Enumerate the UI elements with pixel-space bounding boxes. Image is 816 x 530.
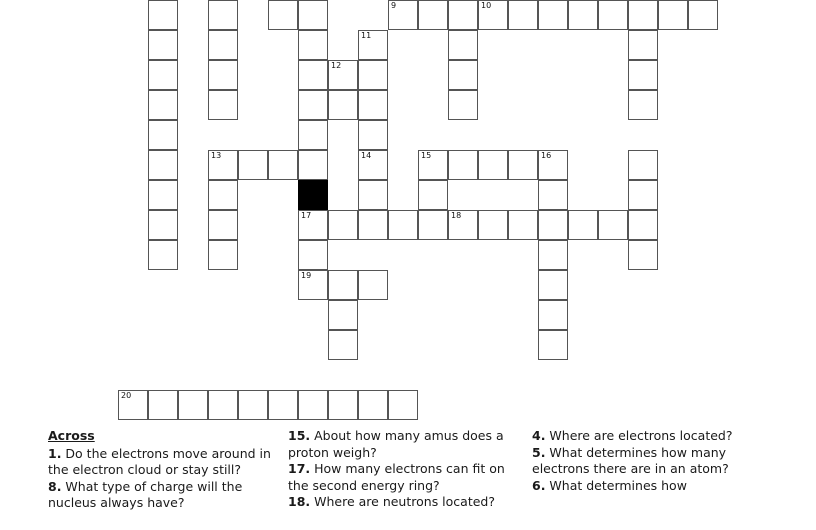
grid-cell-number: 18 — [451, 211, 462, 220]
clue-item — [288, 428, 518, 461]
clues-column-middle — [288, 428, 518, 511]
grid-cell[interactable] — [628, 150, 658, 180]
grid-cell[interactable] — [148, 0, 178, 30]
grid-cell[interactable] — [388, 390, 418, 420]
clues-column-right — [532, 428, 767, 494]
grid-cell-number: 16 — [541, 151, 552, 160]
clue-text: What determines how many electrons there are in an atom? — [532, 444, 729, 476]
clue-item — [288, 461, 518, 494]
grid-cell[interactable] — [148, 30, 178, 60]
grid-cell[interactable] — [418, 150, 448, 180]
grid-cell[interactable] — [388, 210, 418, 240]
clue-number: 1. — [48, 445, 62, 461]
grid-cell[interactable] — [268, 0, 298, 30]
grid-cell[interactable] — [538, 210, 568, 240]
grid-cell[interactable] — [268, 390, 298, 420]
grid-cell[interactable] — [688, 0, 718, 30]
grid-cell[interactable] — [328, 300, 358, 330]
grid-cell[interactable] — [538, 270, 568, 300]
grid-cell[interactable] — [328, 60, 358, 90]
grid-cell-number: 17 — [301, 211, 312, 220]
grid-cell[interactable] — [478, 210, 508, 240]
grid-cell[interactable] — [538, 180, 568, 210]
grid-cell[interactable] — [298, 30, 328, 60]
grid-cell[interactable] — [508, 210, 538, 240]
clue-text: About how many amus does a proton weigh? — [288, 428, 504, 460]
grid-cell[interactable] — [358, 150, 388, 180]
grid-cell-number: 14 — [361, 151, 372, 160]
clue-item — [288, 494, 518, 511]
grid-cell-number: 9 — [391, 1, 397, 10]
grid-cell[interactable] — [298, 390, 328, 420]
grid-cell[interactable] — [298, 150, 328, 180]
grid-cell[interactable] — [508, 150, 538, 180]
across-heading: Across — [48, 428, 95, 443]
grid-cell[interactable] — [298, 0, 328, 30]
grid-cell-number: 11 — [361, 31, 372, 40]
grid-cell[interactable] — [208, 150, 238, 180]
grid-cell[interactable] — [268, 150, 298, 180]
grid-cell[interactable] — [208, 60, 238, 90]
grid-cell[interactable] — [148, 120, 178, 150]
grid-cell[interactable] — [208, 90, 238, 120]
grid-cell[interactable] — [148, 180, 178, 210]
grid-cell-number: 20 — [121, 391, 132, 400]
grid-cell[interactable] — [298, 210, 328, 240]
grid-cell[interactable] — [388, 0, 418, 30]
grid-cell[interactable] — [448, 210, 478, 240]
grid-cell-number: 19 — [301, 271, 312, 280]
grid-cell[interactable] — [238, 150, 268, 180]
grid-cell[interactable] — [538, 240, 568, 270]
clue-number: 5. — [532, 444, 546, 460]
grid-cell[interactable] — [208, 0, 238, 30]
clue-text: What type of charge will the nucleus always have? — [48, 478, 243, 510]
grid-cell[interactable] — [328, 90, 358, 120]
grid-cell[interactable] — [628, 30, 658, 60]
grid-cell[interactable] — [358, 90, 388, 120]
grid-cell[interactable] — [628, 0, 658, 30]
grid-cell[interactable] — [538, 300, 568, 330]
grid-cell[interactable] — [418, 180, 448, 210]
clue-number: 8. — [48, 478, 62, 494]
grid-cell[interactable] — [148, 240, 178, 270]
grid-cell[interactable] — [298, 60, 328, 90]
grid-cell[interactable] — [358, 60, 388, 90]
grid-cell[interactable] — [448, 0, 478, 30]
clue-item — [48, 479, 273, 512]
grid-cell-number: 12 — [331, 61, 342, 70]
clue-item — [48, 446, 273, 479]
grid-cell-number: 15 — [421, 151, 432, 160]
clues-section — [0, 428, 816, 530]
clue-item — [532, 445, 767, 478]
grid-cell[interactable] — [208, 240, 238, 270]
grid-cell[interactable] — [328, 210, 358, 240]
grid-cell[interactable] — [148, 150, 178, 180]
grid-cell-number: 10 — [481, 1, 492, 10]
grid-cell[interactable] — [478, 150, 508, 180]
grid-cell[interactable] — [208, 390, 238, 420]
grid-cell[interactable] — [358, 390, 388, 420]
grid-cell[interactable] — [208, 210, 238, 240]
grid-cell[interactable] — [208, 30, 238, 60]
grid-cell[interactable] — [328, 390, 358, 420]
grid-cell[interactable] — [628, 210, 658, 240]
grid-cell[interactable] — [298, 240, 328, 270]
grid-cell[interactable] — [568, 0, 598, 30]
grid-cell[interactable] — [568, 210, 598, 240]
clue-text: Where are neutrons located? — [310, 494, 495, 509]
grid-cell-blocked — [298, 180, 328, 210]
grid-cell[interactable] — [298, 270, 328, 300]
grid-cell[interactable] — [358, 120, 388, 150]
grid-cell[interactable] — [478, 0, 508, 30]
grid-cell[interactable] — [628, 240, 658, 270]
grid-cell[interactable] — [508, 0, 538, 30]
grid-cell[interactable] — [448, 150, 478, 180]
grid-cell[interactable] — [418, 0, 448, 30]
grid-cell[interactable] — [148, 90, 178, 120]
grid-cell[interactable] — [358, 30, 388, 60]
grid-cell[interactable] — [328, 330, 358, 360]
grid-cell[interactable] — [658, 0, 688, 30]
grid-cell[interactable] — [538, 330, 568, 360]
grid-cell[interactable] — [358, 210, 388, 240]
clue-item — [532, 478, 767, 495]
grid-cell[interactable] — [448, 90, 478, 120]
grid-cell[interactable] — [538, 0, 568, 30]
grid-cell[interactable] — [598, 210, 628, 240]
clues-column-across — [48, 428, 273, 512]
clue-text: Where are electrons located? — [545, 428, 733, 443]
clue-number: 15. — [288, 428, 311, 443]
clue-text: Do the electrons move around in the electron cloud or stay still? — [48, 445, 271, 477]
grid-cell[interactable] — [328, 270, 358, 300]
clue-number: 4. — [532, 428, 546, 443]
grid-cell[interactable] — [298, 90, 328, 120]
grid-cell[interactable] — [118, 390, 148, 420]
grid-cell[interactable] — [628, 90, 658, 120]
grid-cell[interactable] — [418, 210, 448, 240]
clue-number: 18. — [288, 494, 311, 509]
grid-cell[interactable] — [448, 60, 478, 90]
grid-cell[interactable] — [358, 180, 388, 210]
grid-cell[interactable] — [298, 120, 328, 150]
clue-item — [532, 428, 767, 445]
grid-cell[interactable] — [628, 180, 658, 210]
clue-number: 17. — [288, 461, 311, 476]
grid-cell[interactable] — [628, 60, 658, 90]
grid-cell[interactable] — [238, 390, 268, 420]
grid-cell[interactable] — [178, 390, 208, 420]
grid-cell[interactable] — [148, 60, 178, 90]
grid-cell-number: 13 — [211, 151, 222, 160]
grid-cell[interactable] — [598, 0, 628, 30]
grid-cell[interactable] — [148, 210, 178, 240]
clue-number: 6. — [532, 477, 546, 493]
clue-text: What determines how — [545, 477, 687, 493]
grid-cell[interactable] — [148, 390, 178, 420]
grid-cell[interactable] — [538, 150, 568, 180]
clue-text: How many electrons can fit on the second energy ring? — [288, 461, 505, 493]
grid-cell[interactable] — [358, 270, 388, 300]
grid-cell[interactable] — [448, 30, 478, 60]
grid-cell[interactable] — [208, 180, 238, 210]
